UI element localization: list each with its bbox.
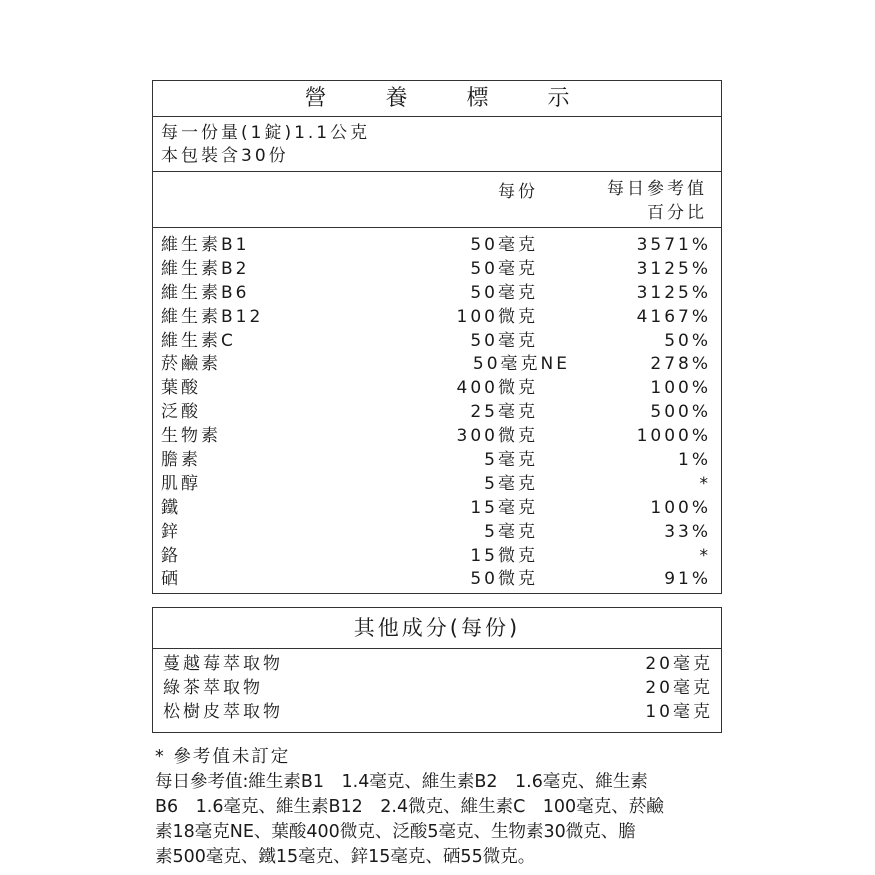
nutrient-row xyxy=(153,330,721,354)
nutrient-amount: 400微克 xyxy=(456,378,538,399)
nutrient-name: 泛酸 xyxy=(161,402,201,423)
nutrient-name: 葉酸 xyxy=(161,378,201,399)
nutrient-amount: 100微克 xyxy=(456,306,538,327)
nutrient-row xyxy=(153,234,721,258)
nutrient-row xyxy=(153,521,721,545)
nutrient-row xyxy=(153,282,721,306)
nutrient-amount: 5毫克 xyxy=(484,473,538,494)
nutrient-name: 鉻 xyxy=(161,545,181,566)
nutrient-name: 維生素B2 xyxy=(161,258,250,279)
daily-reference-note-line3: 素18毫克NE、葉酸400微克、泛酸5毫克、生物素30微克、膽 xyxy=(155,822,636,842)
nutrient-daily-percent: * xyxy=(699,545,711,566)
nutrient-daily-percent: 278% xyxy=(650,354,711,375)
nutrition-facts-table xyxy=(152,80,722,594)
nutrient-amount: 50毫克 xyxy=(470,258,538,279)
nutrient-amount: 15毫克 xyxy=(470,497,538,518)
nutrient-name: 肌醇 xyxy=(161,473,201,494)
nutrient-daily-percent: 50% xyxy=(664,330,711,351)
daily-value-header xyxy=(607,177,707,225)
nutrient-amount: 15微克 xyxy=(470,545,538,566)
nutrient-row xyxy=(153,306,721,330)
nutrient-amount: 50微克 xyxy=(470,569,538,590)
nutrient-amount: 50毫克 xyxy=(470,330,538,351)
daily-reference-note-line2: B6 1.6毫克、維生素B12 2.4微克、維生素C 100毫克、菸鹼 xyxy=(155,797,664,817)
nutrient-name: 生物素 xyxy=(161,426,221,447)
nutrient-name: 菸鹼素 xyxy=(161,354,221,375)
ingredient-row xyxy=(153,653,721,677)
other-ingredients-title: 其他成分(每份) xyxy=(153,608,721,649)
nutrient-name: 膽素 xyxy=(161,450,201,471)
nutrient-amount: 50毫克 xyxy=(470,282,538,303)
nutrition-title: 營 養 標 示 xyxy=(153,81,721,117)
nutrient-amount: 25毫克 xyxy=(470,402,538,423)
daily-value-header-line2: 百分比 xyxy=(647,203,707,223)
nutrient-row xyxy=(153,258,721,282)
column-headers xyxy=(153,172,721,228)
ingredient-name: 蔓越莓萃取物 xyxy=(163,654,283,674)
nutrient-name: 鐵 xyxy=(161,497,181,518)
nutrient-name: 維生素B1 xyxy=(161,235,250,255)
nutrient-amount: 5毫克 xyxy=(484,450,538,471)
nutrient-daily-percent: 3571% xyxy=(636,235,711,255)
per-serving-header: 每份 xyxy=(498,182,538,202)
nutrient-amount: 50毫克 xyxy=(470,235,538,255)
nutrient-row xyxy=(153,449,721,473)
nutrient-daily-percent: 91% xyxy=(664,569,711,590)
nutrient-daily-percent: 33% xyxy=(664,521,711,542)
nutrient-daily-percent: 3125% xyxy=(636,258,711,279)
servings-per-pack: 本包裝含30份 xyxy=(161,146,289,166)
nutrient-row xyxy=(153,473,721,497)
nutrient-row xyxy=(153,401,721,425)
nutrient-amount: 5毫克 xyxy=(484,521,538,542)
nutrient-name: 維生素B12 xyxy=(161,306,264,327)
nutrient-row xyxy=(153,568,721,592)
daily-reference-note-line1: 每日參考值:維生素B1 1.4毫克、維生素B2 1.6毫克、維生素 xyxy=(155,772,648,792)
nutrient-daily-percent: 3125% xyxy=(636,282,711,303)
nutrient-row xyxy=(153,353,721,377)
ingredient-amount: 20毫克 xyxy=(645,677,713,698)
nutrient-row xyxy=(153,425,721,449)
ingredient-amount: 20毫克 xyxy=(645,654,713,674)
nutrient-name: 硒 xyxy=(161,569,181,590)
footnotes xyxy=(155,745,725,870)
nutrient-daily-percent: 100% xyxy=(650,378,711,399)
other-ingredient-rows xyxy=(153,649,721,725)
nutrient-amount: 50毫克NE xyxy=(472,354,570,375)
nutrient-daily-percent: 1% xyxy=(678,450,711,471)
other-ingredients-table xyxy=(152,607,722,733)
nutrient-daily-percent: * xyxy=(699,473,711,494)
nutrient-daily-percent: 100% xyxy=(650,497,711,518)
nutrient-name: 維生素B6 xyxy=(161,282,250,303)
daily-value-header-line1: 每日參考值 xyxy=(607,179,707,199)
nutrient-row xyxy=(153,377,721,401)
nutrient-rows xyxy=(153,228,721,592)
ingredient-name: 綠茶萃取物 xyxy=(163,677,263,698)
ingredient-name: 松樹皮萃取物 xyxy=(163,701,283,722)
nutrient-amount: 300微克 xyxy=(456,426,538,447)
ingredient-row xyxy=(153,701,721,725)
nutrient-name: 維生素C xyxy=(161,330,236,351)
nutrient-daily-percent: 1000% xyxy=(636,426,711,447)
ingredient-amount: 10毫克 xyxy=(645,701,713,722)
daily-reference-note-line4: 素500毫克、鐵15毫克、鋅15毫克、硒55微克。 xyxy=(155,847,536,867)
nutrient-name: 鋅 xyxy=(161,521,181,542)
serving-info xyxy=(153,117,721,172)
serving-size: 每一份量(1錠)1.1公克 xyxy=(161,123,371,143)
nutrient-row xyxy=(153,497,721,521)
ingredient-row xyxy=(153,677,721,701)
reference-not-set-note: * 參考值未訂定 xyxy=(155,747,291,767)
nutrient-daily-percent: 500% xyxy=(650,402,711,423)
nutrient-daily-percent: 4167% xyxy=(636,306,711,327)
nutrient-row xyxy=(153,545,721,569)
